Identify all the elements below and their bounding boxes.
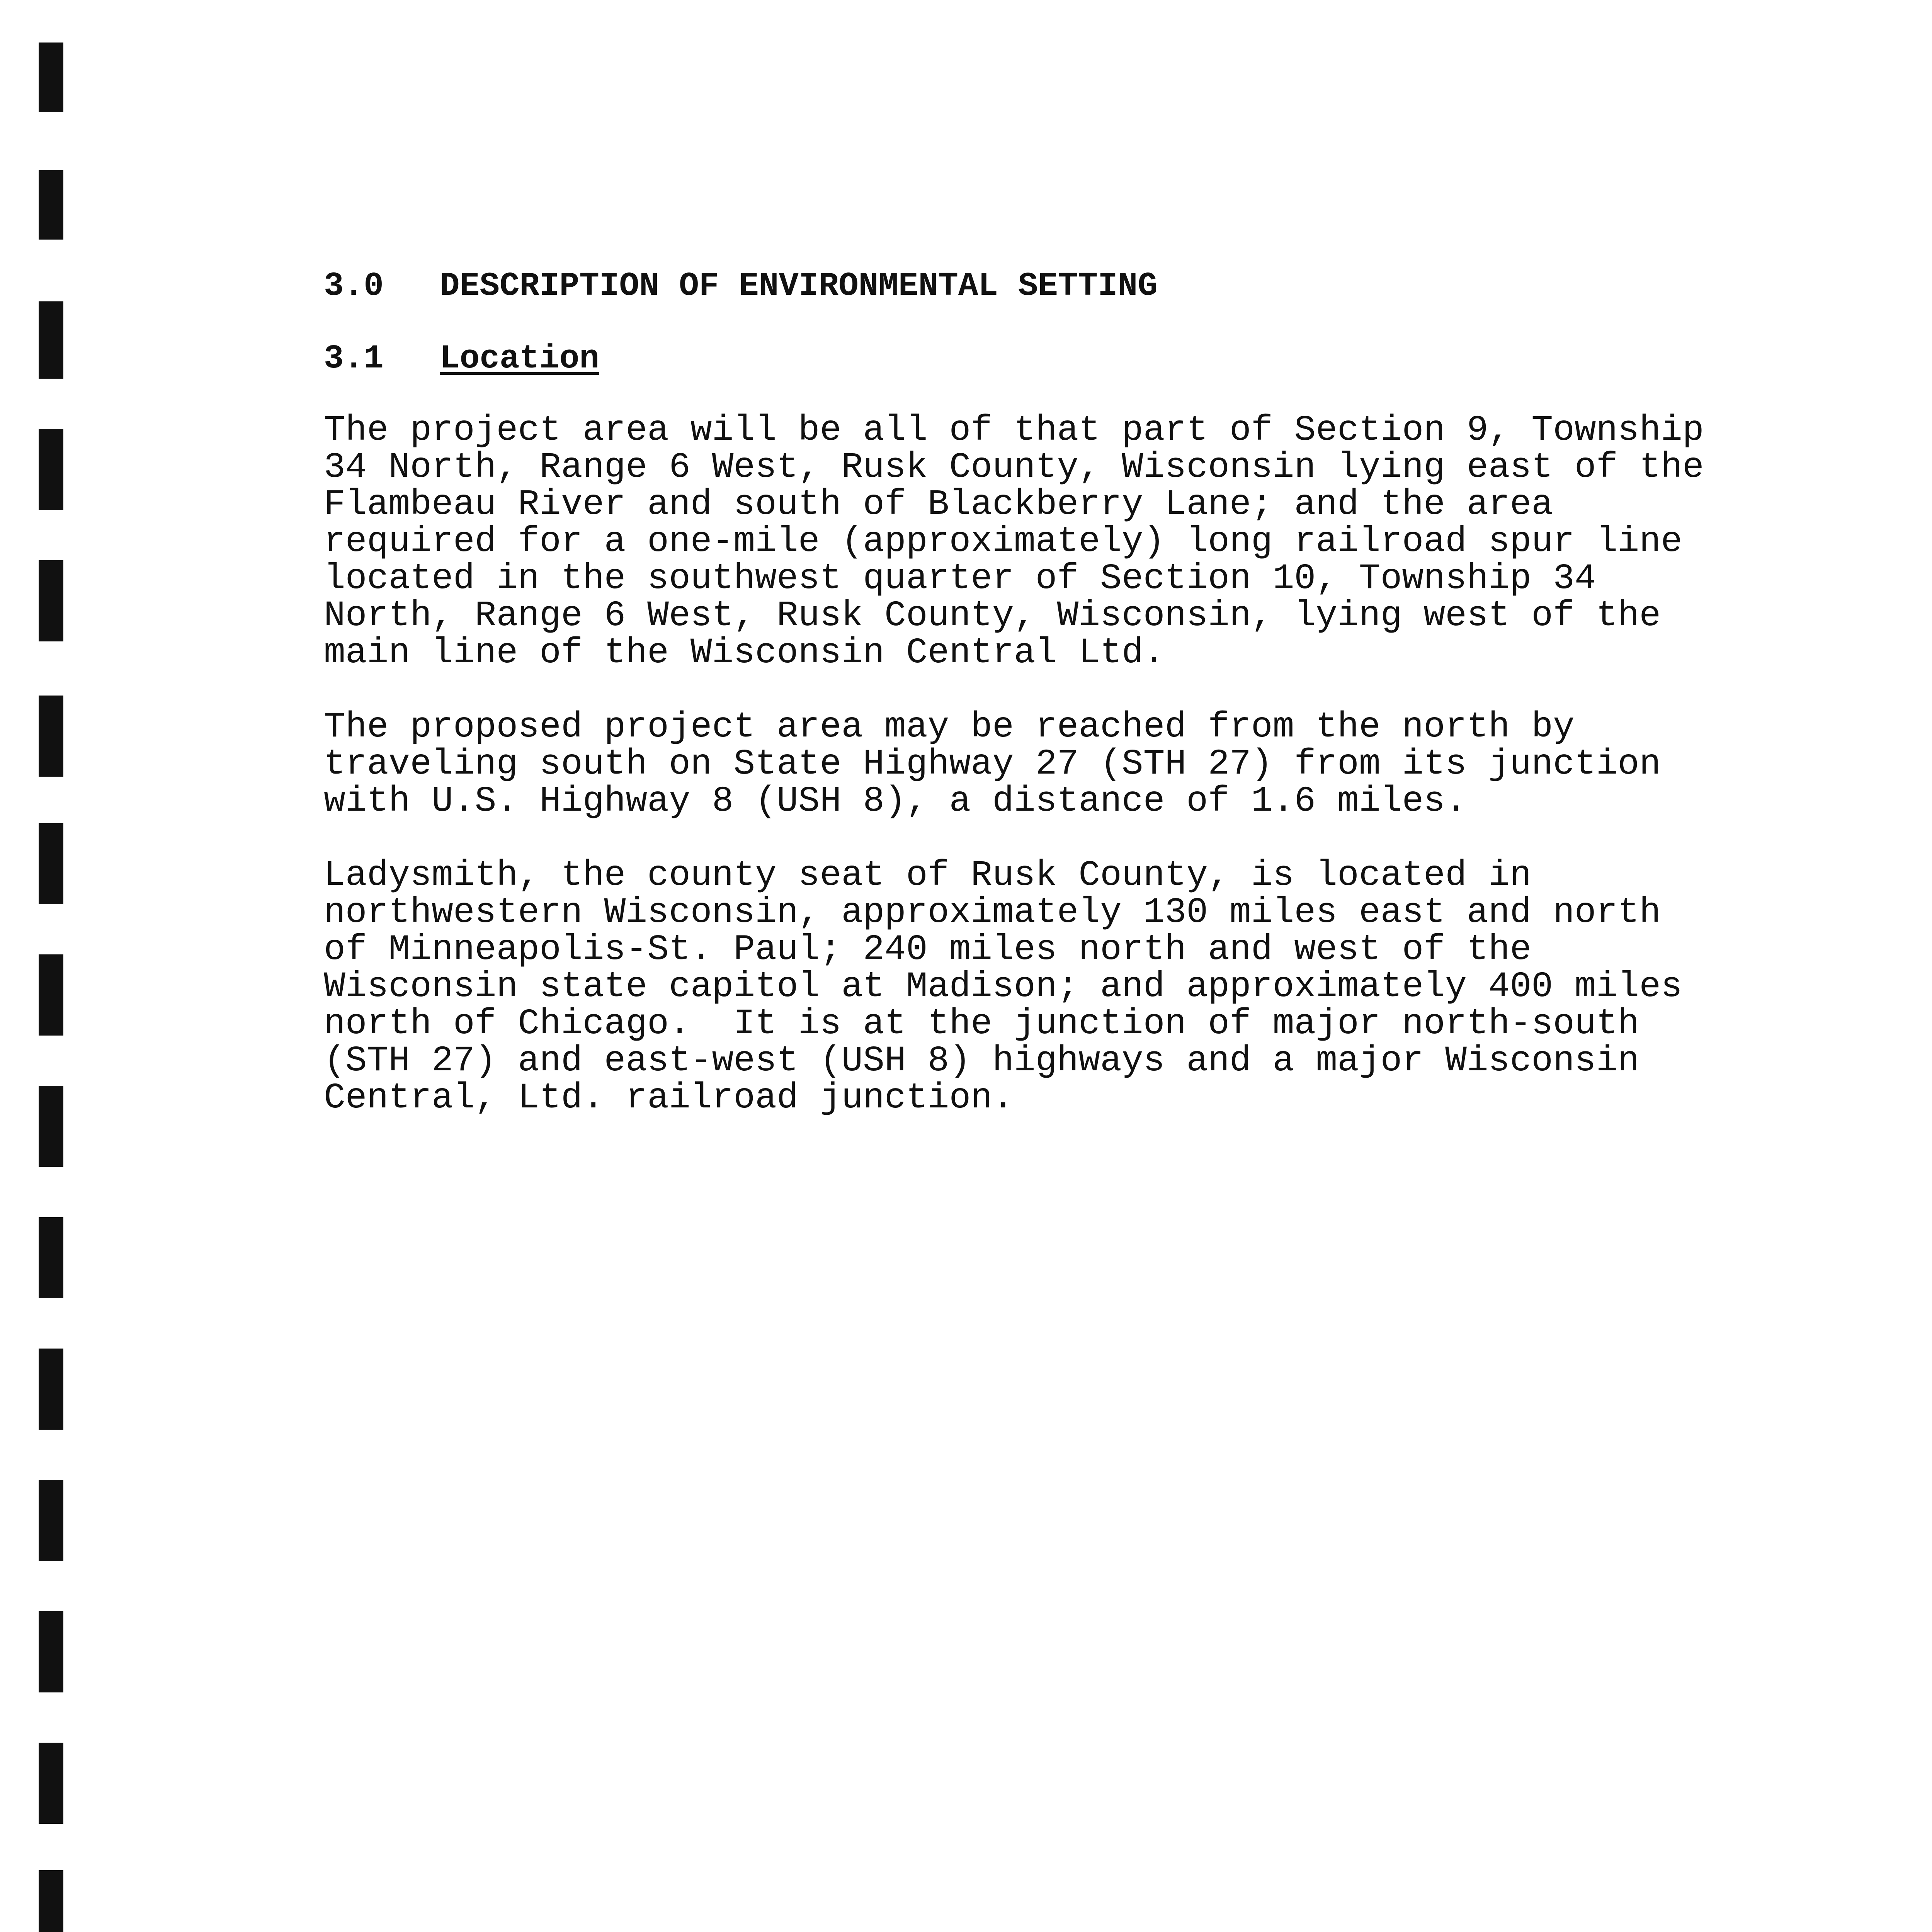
binding-hole-marks <box>0 0 77 1932</box>
binding-mark <box>39 560 63 641</box>
text-line: (STH 27) and east-west (USH 8) highways and a major Wisconsin <box>324 1041 1639 1081</box>
text-line: Flambeau River and south of Blackberry Lane; and the area <box>324 484 1553 525</box>
text-line: traveling south on State Highway 27 (STH 27) from its junction <box>324 744 1661 784</box>
binding-mark <box>39 429 63 510</box>
text-line: with U.S. Highway 8 (USH 8), a distance of 1.6 miles. <box>324 781 1467 821</box>
binding-mark <box>39 1349 63 1430</box>
text-line: main line of the Wisconsin Central Ltd. <box>324 633 1165 673</box>
paragraph-ladysmith <box>324 857 1854 1117</box>
text-line: north of Chicago. It is at the junction of major north-south <box>324 1003 1639 1044</box>
binding-mark <box>39 170 63 240</box>
subsection-title: Location <box>440 340 599 378</box>
section-title: DESCRIPTION OF ENVIRONMENTAL SETTING <box>440 267 1158 305</box>
section-number: 3.0 <box>324 267 384 305</box>
text-line: Ladysmith, the county seat of Rusk County, is located in <box>324 855 1532 896</box>
binding-mark <box>39 301 63 379</box>
binding-mark <box>39 1870 63 1932</box>
section-heading <box>324 267 1854 305</box>
text-line: required for a one-mile (approximately) long railroad spur line <box>324 521 1682 562</box>
binding-mark <box>39 696 63 777</box>
text-line: Wisconsin state capitol at Madison; and approximately 400 miles <box>324 966 1682 1007</box>
binding-mark <box>39 1611 63 1692</box>
text-line: located in the southwest quarter of Section 10, Township 34 <box>324 558 1596 599</box>
text-line: of Minneapolis-St. Paul; 240 miles north and west of the <box>324 929 1532 970</box>
subsection-number: 3.1 <box>324 340 384 378</box>
binding-mark <box>39 823 63 904</box>
text-line: Central, Ltd. railroad junction. <box>324 1078 1014 1118</box>
text-line: northwestern Wisconsin, approximately 130 miles east and north <box>324 892 1661 933</box>
text-line: 34 North, Range 6 West, Rusk County, Wisconsin lying east of the <box>324 447 1704 488</box>
subsection-heading <box>324 339 1854 378</box>
paragraph-project-area <box>324 412 1854 672</box>
binding-mark <box>39 1086 63 1167</box>
binding-mark <box>39 43 63 112</box>
text-line: North, Range 6 West, Rusk County, Wisconsin, lying west of the <box>324 595 1661 636</box>
paragraph-access <box>324 709 1854 820</box>
binding-mark <box>39 1217 63 1298</box>
document-body <box>324 267 1854 1117</box>
text-line: The proposed project area may be reached from the north by <box>324 707 1575 747</box>
binding-mark <box>39 954 63 1036</box>
text-line: The project area will be all of that part of Section 9, Township <box>324 410 1704 451</box>
binding-mark <box>39 1480 63 1561</box>
binding-mark <box>39 1743 63 1824</box>
